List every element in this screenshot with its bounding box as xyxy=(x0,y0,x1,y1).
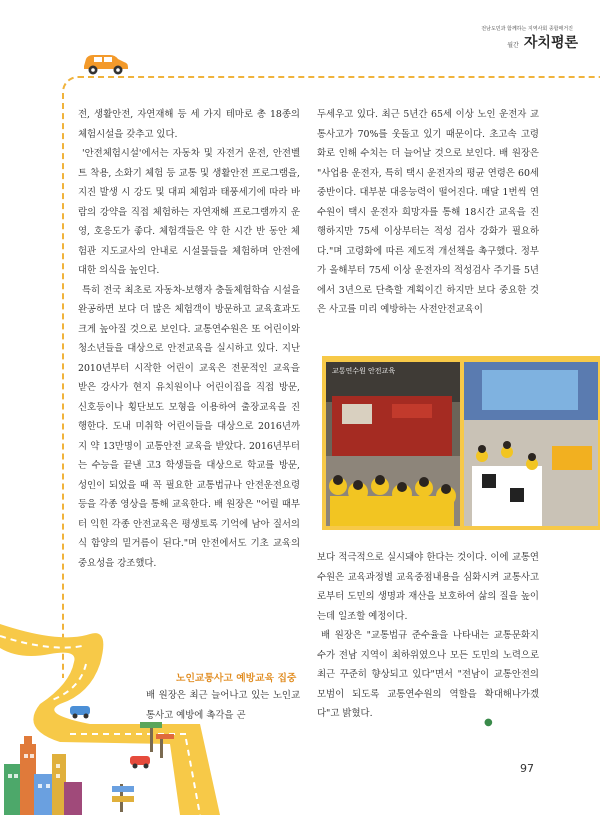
masthead-title: 자치평론 xyxy=(523,35,578,51)
paragraph: 두세우고 있다. 최근 5년간 65세 이상 노인 운전자 교통사고가 70%를 웃돌고 있기 때문이다. 초고속 고령화로 인해 수치는 더 늘어날 것으로 보인다. 배 원장은 "사업용 운전자, 특히 택시 운전자의 평균 연령은 60세 중반이다. 대부분 대응능력이 떨어진다. 매달 1번씩 연수원이 택시 운전자 희망자를 통해 18시간 교육을 진행하지만 75세 이상부터는 적성 검사 강화가 필요하다."며 고령화에 따른 제도적 개선책을 촉구했다. 정부가 올해부터 75세 이상 운전자의 적성검사 주기를 5년에서 3년으로 단축할 계획이긴 하지만 보다 중요한 것은 사고를 미리 예방하는 사전안전교육이 xyxy=(317,109,539,315)
masthead xyxy=(498,32,578,52)
photo-caption: 교통연수원 안전교육 xyxy=(332,367,396,375)
paragraph: 특히 전국 최초로 자동차-보행자 충돌체험학습 시설을 완공하면 보다 더 많은 체험객이 방문하고 교육효과도 크게 높아질 것으로 보인다. 교통연수원은 또 어린이와 청소년들을 대상으로 안전교육을 실시하고 있다. 지난 2010년부터 시작한 어린이 교육은 전문적인 교육을 받은 강사가 현지 유치원이나 어린이집을 직접 방문, 신호등이나 횡단보도 모형을 이용하여 출장교육을 진행한다. 도내 미취학 어린이들을 대상으로 2016년까지 약 13만명이 교통안전 교육을 받았다. 2016년부터 는 수능을 끝낸 고3 학생들을 대상으로 학교를 방문, 성인이 되었을 때 꼭 필요한 교통법규나 안전운전요령 등을 각종 영상을 통해 교육한다. 배 원장은 "어릴 때부터 익힌 각종 안전교육은 평생토록 기억에 남아 질서의식 함양의 밑거름이 된다."며 안전에서도 기초 교육의 중요성을 강조했다. xyxy=(78,284,300,569)
paragraph: 배 원장은 "교통법규 준수율을 나타내는 교통문화지수가 전남 지역이 최하위였으나 모든 도민의 노력으로 최근 꾸준히 향상되고 있다"면서 "전남이 교통안전의 모범이 되도록 교통연수원의 역할을 확대해나가겠다"고 밝혔다. xyxy=(317,630,539,719)
end-mark-icon: ● xyxy=(484,717,493,728)
page-number: 97 xyxy=(520,762,534,775)
road-illustration xyxy=(0,604,240,815)
left-column xyxy=(78,105,300,573)
class-photo xyxy=(322,356,600,530)
paragraph: 전, 생활안전, 자연재해 등 세 가지 테마로 총 18종의 체험시설을 갖추고 있다. xyxy=(78,109,300,140)
photo-frame xyxy=(322,356,600,530)
header-tagline: 전남도민과 함께하는 지역사회 종합매거진 xyxy=(481,26,573,32)
masthead-prefix: 월간 xyxy=(507,42,519,49)
subheading: 노인교통사고 예방교육 집중 xyxy=(176,673,297,684)
sub-paragraph: 배 원장은 최근 늘어나고 있는 노인교통사고 예방에 촉각을 곤 xyxy=(146,690,300,721)
mini-car-icon xyxy=(70,706,90,719)
paragraph: '안전체험시설'에서는 자동차 및 자전거 운전, 안전벨트 착용, 소화기 체험 등 교통 및 생활안전 프로그램을, 지진 발생 시 강도 및 대피 체험과 태풍세기에 따라 바람의 강약을 직접 체험하는 자연재해 프로그램까지 운영, 호응도가 좋다. 체험객들은 약 한 시간 반 동안 체험관 지도교사의 안내로 시설물들을 체험하며 안전에 대한 의식을 높인다. xyxy=(78,148,300,276)
paragraph: 보다 적극적으로 실시돼야 한다는 것이다. 이에 교통연수원은 교육과정별 교육중점내용을 심화시켜 교통사고로부터 도민의 생명과 재산을 보호하여 삶의 질을 높이는데 일조할 예정이다. xyxy=(317,552,539,622)
right-column-bottom xyxy=(317,548,539,724)
right-column-top xyxy=(317,105,539,320)
car-icon xyxy=(80,48,130,76)
